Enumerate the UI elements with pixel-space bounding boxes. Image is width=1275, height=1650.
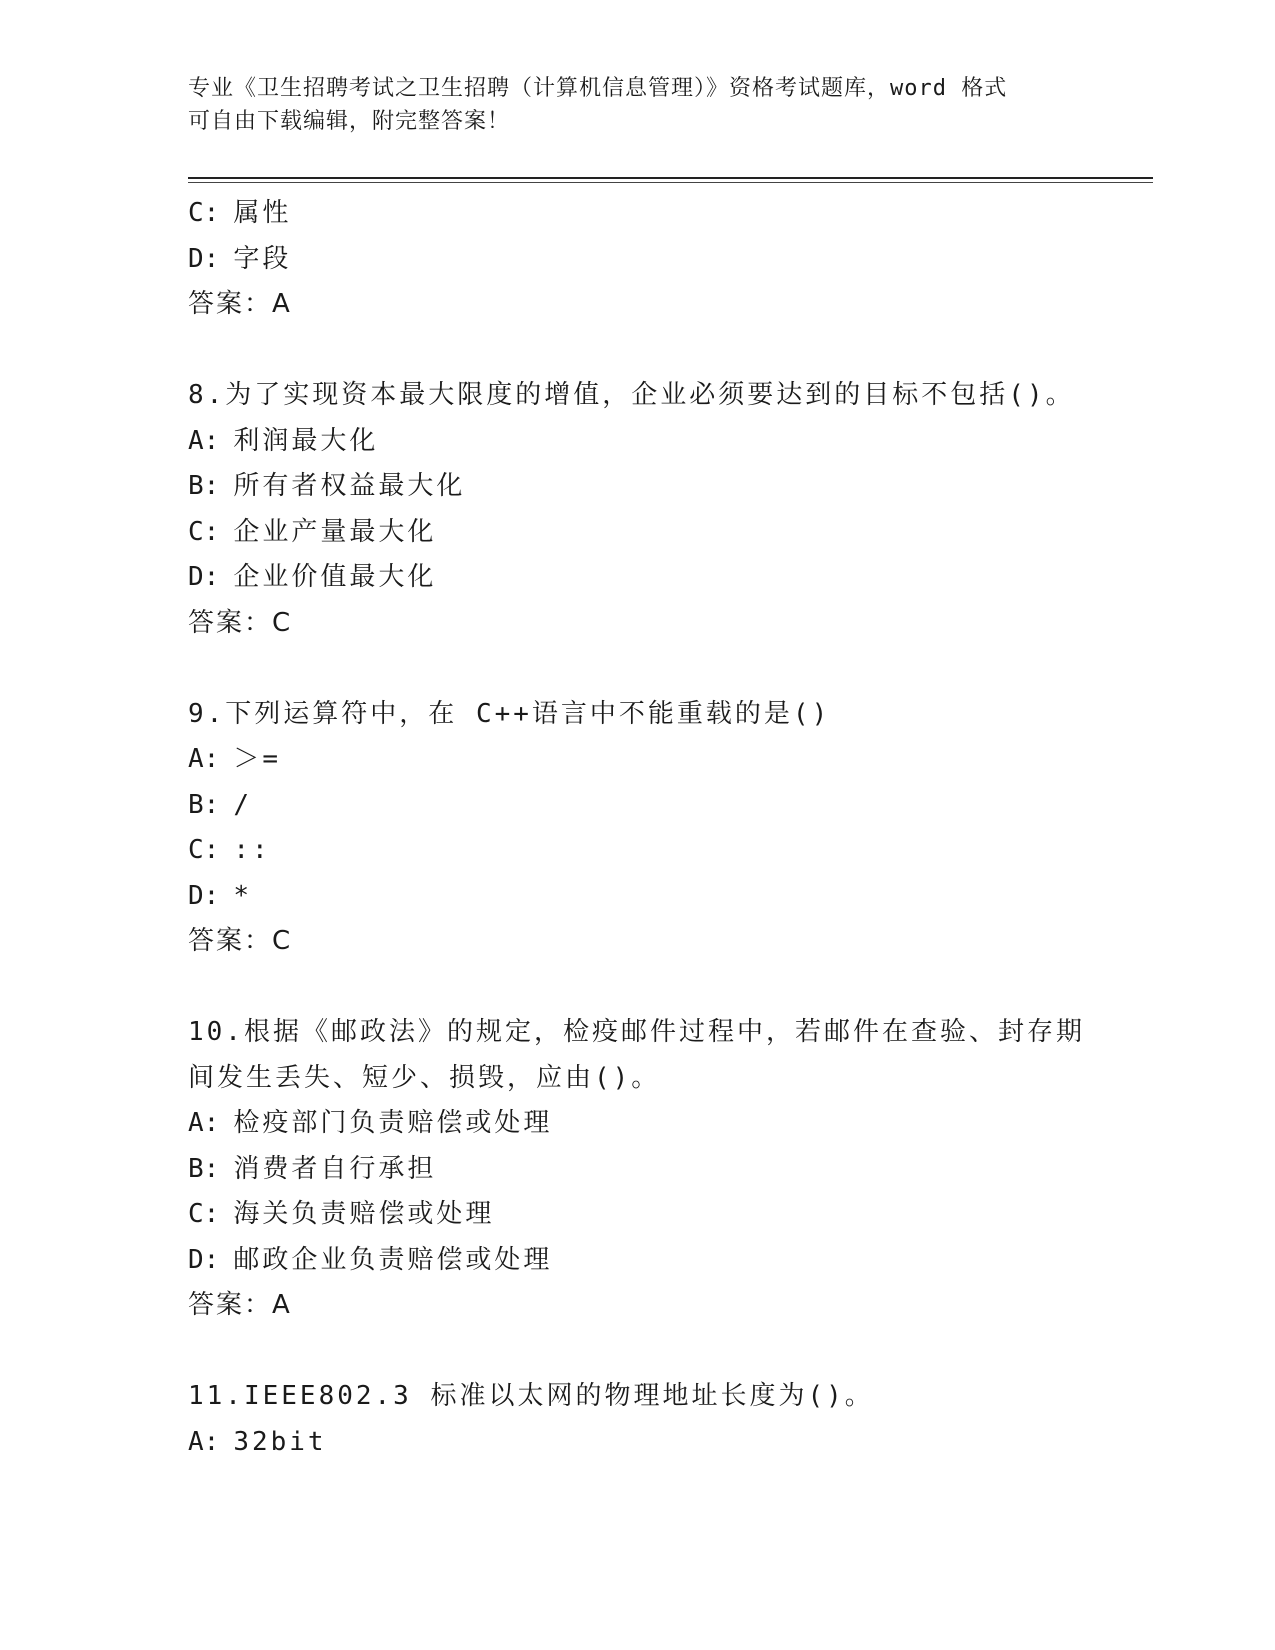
option-text: * [233, 880, 252, 911]
option-text: 消费者自行承担 [233, 1153, 437, 1184]
option-key: C: [188, 1199, 220, 1229]
option-text: 企业价值最大化 [233, 562, 437, 592]
option-a [188, 1420, 1148, 1466]
option-a [188, 419, 1148, 465]
question-stem-continued: 间发生丢失、短少、损毁，应由()。 [188, 1062, 661, 1093]
answer-line: 答案：A [188, 1290, 292, 1320]
option-d [188, 874, 1148, 920]
option-text: 邮政企业负责赔偿或处理 [233, 1244, 553, 1275]
question-stem: 11.IEEE802.3 标准以太网的物理地址长度为()。 [188, 1381, 874, 1411]
question-stem: 10.根据《邮政法》的规定，检疫邮件过程中，若邮件在查验、封存期 [188, 1017, 1085, 1047]
option-d [188, 555, 1148, 601]
option-c [188, 828, 1148, 874]
option-key: C: [188, 198, 220, 228]
answer-line: 答案：A [188, 289, 292, 319]
option-text: ＞= [233, 744, 281, 774]
option-key: A: [188, 1108, 220, 1138]
header-divider-thick [188, 177, 1153, 179]
option-d [188, 237, 1148, 283]
option-b [188, 783, 1148, 829]
option-text: 32bit [233, 1426, 327, 1457]
option-b [188, 464, 1148, 510]
option-text: 检疫部门负责赔偿或处理 [233, 1108, 553, 1138]
option-key: C: [188, 835, 220, 865]
option-text: 属性 [233, 198, 292, 228]
option-a [188, 1101, 1148, 1147]
spacer [188, 328, 1148, 374]
header-line-1: 专业《卫生招聘考试之卫生招聘（计算机信息管理）》资格考试题库，word 格式 [188, 76, 1008, 101]
option-text: :: [233, 835, 271, 865]
spacer [188, 646, 1148, 692]
question-stem: 9.下列运算符中，在 C++语言中不能重载的是() [188, 698, 831, 729]
option-key: D: [188, 1244, 220, 1275]
option-key: B: [188, 789, 220, 820]
option-b [188, 1147, 1148, 1193]
option-key: D: [188, 243, 220, 274]
spacer [188, 965, 1148, 1011]
option-c [188, 191, 1148, 237]
header-line-2: 可自由下载编辑，附完整答案！ [188, 109, 511, 134]
option-text: 利润最大化 [233, 425, 379, 456]
question-stem: 8.为了实现资本最大限度的增值，企业必须要达到的目标不包括()。 [188, 380, 1075, 410]
option-d [188, 1238, 1148, 1284]
answer-line: 答案：C [188, 607, 293, 638]
option-a [188, 737, 1148, 783]
option-key: D: [188, 880, 220, 911]
option-key: A: [188, 1426, 220, 1457]
option-key: A: [188, 744, 220, 774]
option-key: D: [188, 562, 220, 592]
option-text: 所有者权益最大化 [233, 471, 466, 501]
option-text: / [233, 789, 252, 820]
option-key: B: [188, 1153, 220, 1184]
header-divider-thin [188, 182, 1153, 183]
option-text: 企业产量最大化 [233, 516, 437, 547]
option-key: A: [188, 425, 220, 456]
spacer [188, 1329, 1148, 1375]
question-list [188, 191, 1148, 1465]
answer-line: 答案：C [188, 926, 293, 956]
option-text: 海关负责赔偿或处理 [233, 1199, 495, 1229]
option-key: B: [188, 471, 220, 501]
option-c [188, 510, 1148, 556]
document-header [188, 72, 1088, 138]
option-c [188, 1192, 1148, 1238]
option-text: 字段 [233, 243, 292, 274]
option-key: C: [188, 516, 220, 547]
